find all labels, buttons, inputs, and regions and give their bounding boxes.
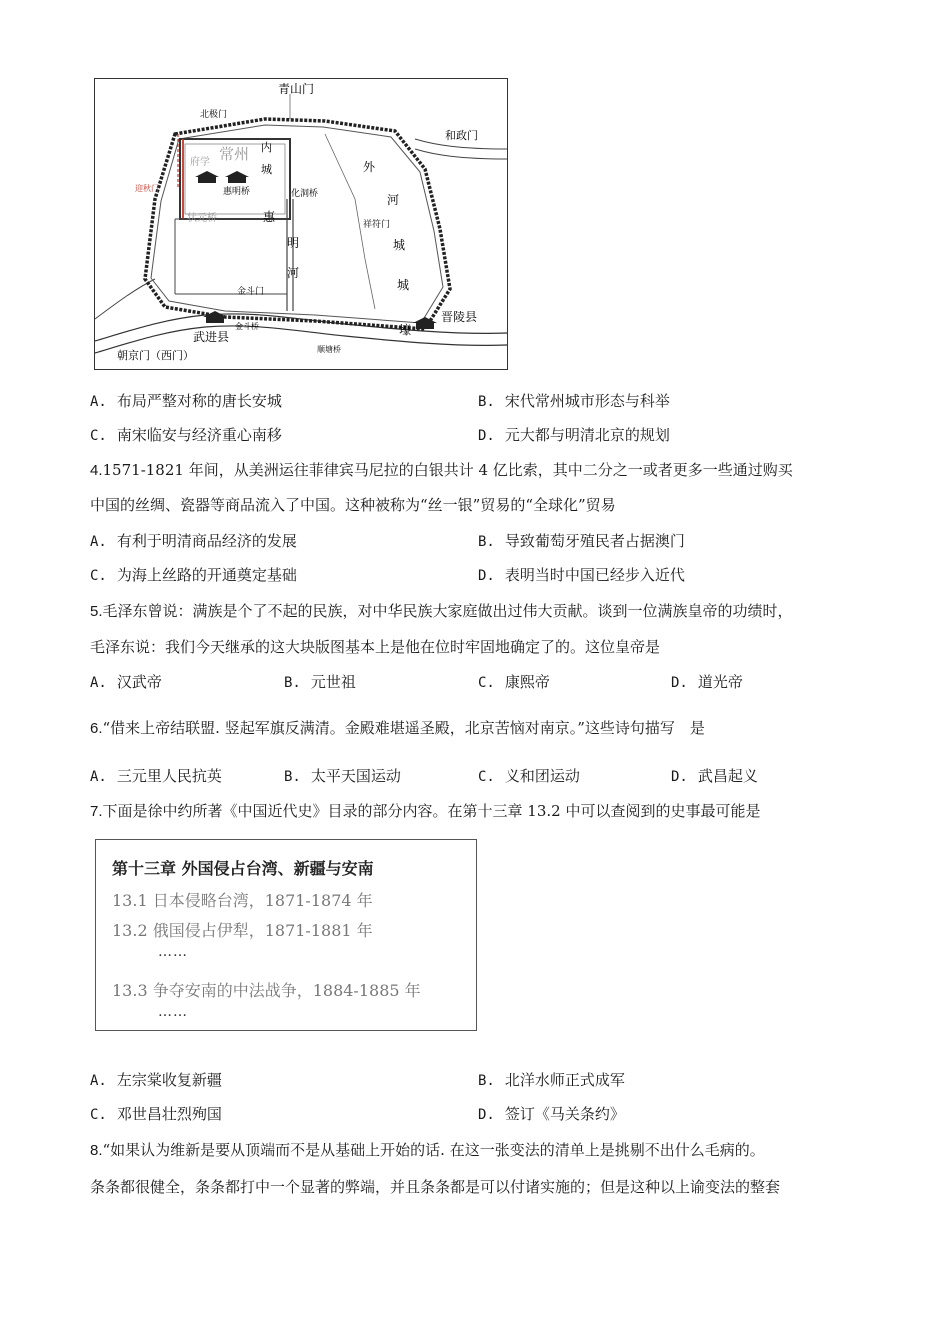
label-huiming-bridge: 惠明桥 (223, 187, 251, 197)
q6-option-a (90, 766, 222, 787)
option-label: C. (90, 428, 107, 444)
question-text: “借来上帝结联盟. 竖起军旗反满清。金殿难堪遥圣殿，北京苦恼对南京。”这些诗句描写 是 (102, 719, 705, 737)
building-symbol-jinling (413, 317, 437, 329)
option-label: A. (90, 534, 107, 550)
option-label: D. (671, 675, 688, 691)
building-symbol-fuxue (195, 171, 219, 183)
label-nei: 内 (261, 141, 272, 154)
option-label: B. (284, 769, 301, 785)
question-number: 4. (90, 462, 103, 479)
label-shuntang-bridge: 顺塘桥 (317, 345, 341, 354)
q8-stem-line-1 (90, 1140, 765, 1161)
question-number: 7. (90, 803, 103, 820)
q7-option-b (478, 1070, 625, 1091)
label-chihe: 河 (387, 193, 400, 207)
q5-option-b (284, 672, 356, 693)
option-label: D. (478, 1107, 495, 1123)
q5-option-d (671, 672, 743, 693)
q7-option-a (90, 1070, 222, 1091)
option-label: C. (90, 568, 107, 584)
option-label: A. (90, 769, 107, 785)
label-ming: 明 (287, 236, 300, 250)
q7-option-d (478, 1104, 625, 1125)
river-east-bottom (415, 149, 507, 159)
option-label: B. (478, 1073, 495, 1089)
label-jinling-county: 晋陵县 (441, 310, 478, 324)
option-text: 有利于明清商品经济的发展 (116, 532, 297, 550)
q3-option-b (478, 391, 670, 412)
q3-option-a (90, 391, 282, 412)
q3-option-d (478, 425, 670, 446)
q4-stem-line-2: 中国的丝绸、瓷器等商品流入了中国。这种被称为“丝一银”贸易的“全球化”贸易 (90, 496, 616, 514)
q4-option-a (90, 531, 297, 552)
label-cheng-outer-2: 城 (397, 278, 410, 292)
building-symbol-prefecture (225, 171, 249, 183)
question-number: 8. (90, 1142, 103, 1159)
q7-option-c (90, 1104, 222, 1125)
option-label: D. (478, 568, 495, 584)
q4-option-d (478, 565, 685, 586)
table-of-contents-excerpt (95, 839, 477, 1031)
q8-stem-line-2: 条条都很健全，条条都打中一个显著的弊端，并且条条都是可以付诸实施的；但是这种以上谕变法的整套 (90, 1178, 781, 1196)
question-text: 毛泽东曾说：满族是个了不起的民族，对中华民族大家庭做出过伟大贡献。谈到一位满族皇帝的功绩时， (102, 602, 793, 620)
q6-option-c (478, 766, 580, 787)
toc-ellipsis-2: …… (158, 1004, 188, 1020)
label-he: 河 (287, 266, 300, 280)
outer-city-wall (145, 119, 450, 329)
q5-option-a (90, 672, 162, 693)
toc-item-13-1: 13.1 日本侵略台湾，1871-1874 年 (112, 891, 373, 910)
option-text: 北洋水师正式成军 (504, 1071, 625, 1089)
option-label: B. (478, 534, 495, 550)
q5-option-c (478, 672, 550, 693)
option-label: C. (90, 1107, 107, 1123)
question-number: 5. (90, 603, 103, 620)
q5-stem-line-2: 毛泽东说：我们今天继承的这大块版图基本上是他在位时牢固地确定了的。这位皇帝是 (90, 638, 661, 656)
label-cheng-outer: 城 (393, 238, 406, 252)
option-text: 邓世昌壮烈殉国 (116, 1105, 222, 1123)
q6-option-d (671, 766, 758, 787)
question-text: 下面是徐中约所著《中国近代史》目录的部分内容。在第十三章 13.2 中可以查阅到的史事最可能是 (102, 802, 761, 820)
q4-option-c (90, 565, 297, 586)
label-qingshan-gate: 青山门 (278, 82, 315, 96)
toc-item-13-3: 13.3 争夺安南的中法战争，1884-1885 年 (112, 981, 421, 1000)
option-text: 表明当时中国已经步入近代 (504, 566, 685, 584)
label-zhuangyuan-bridge: 状元桥 (187, 213, 217, 224)
toc-ellipsis-1: …… (158, 944, 188, 960)
option-label: C. (478, 675, 495, 691)
option-label: C. (478, 769, 495, 785)
q4-option-b (478, 531, 685, 552)
question-number: 6. (90, 720, 103, 737)
label-chaojing-gate: 朝京门（西门） (117, 349, 194, 362)
option-label: D. (671, 769, 688, 785)
option-text: 元大都与明清北京的规划 (504, 426, 670, 444)
option-text: 元世祖 (310, 673, 356, 691)
label-hui: 惠 (263, 210, 276, 224)
label-jindou-bridge: 金斗桥 (235, 322, 259, 331)
option-text: 宋代常州城市形态与科举 (504, 392, 670, 410)
option-label: B. (478, 394, 495, 410)
option-text: 道光帝 (697, 673, 743, 691)
label-fuxue: 府学 (190, 157, 210, 168)
option-text: 左宗棠收复新疆 (116, 1071, 222, 1089)
q5-stem-line-1 (90, 601, 793, 622)
toc-item-13-2: 13.2 俄国侵占伊犁，1871-1881 年 (112, 921, 373, 940)
map-drawing (95, 79, 507, 369)
label-huadong-bridge: 化洞桥 (291, 189, 319, 199)
changzhou-city-map (94, 78, 508, 370)
label-cheng-inner: 城 (261, 163, 272, 176)
q7-stem-line-1 (90, 801, 760, 822)
river-west (95, 279, 155, 319)
option-text: 汉武帝 (116, 673, 162, 691)
label-xiangfu-gate: 祥符门 (363, 220, 391, 230)
q3-option-c (90, 425, 282, 446)
label-wai: 外 (363, 160, 376, 174)
option-label: D. (478, 428, 495, 444)
label-beiji-gate: 北极门 (200, 110, 228, 120)
option-text: 三元里人民抗英 (116, 767, 222, 785)
outer-moat (151, 125, 443, 323)
option-text: 为海上丝路的开通奠定基础 (116, 566, 297, 584)
q6-option-b (284, 766, 401, 787)
option-text: 太平天国运动 (310, 767, 401, 785)
option-text: 布局严整对称的唐长安城 (116, 392, 282, 410)
label-changzhou: 常州 (219, 145, 250, 163)
q4-stem-line-1 (90, 460, 793, 481)
label-heizheng-gate: 和政门 (445, 129, 478, 142)
option-text: 签订《马关条约》 (504, 1105, 625, 1123)
label-hao: 壕 (399, 323, 412, 337)
label-wujin-county: 武进县 (193, 330, 230, 344)
option-text: 义和团运动 (504, 767, 580, 785)
toc-chapter-heading: 第十三章 外国侵占台湾、新疆与安南 (112, 859, 374, 878)
option-text: 康熙帝 (504, 673, 550, 691)
option-label: A. (90, 675, 107, 691)
label-yingqiu-gate: 迎秋门 (135, 184, 159, 193)
option-text: 导致葡萄牙殖民者占据澳门 (504, 532, 685, 550)
option-text: 武昌起义 (697, 767, 758, 785)
label-jindou-gate: 金斗门 (237, 287, 265, 297)
option-label: A. (90, 394, 107, 410)
option-label: B. (284, 675, 301, 691)
question-text: 1571-1821 年间，从美洲运往菲律宾马尼拉的白银共计 4 亿比索，其中二分之一或者更多一些通过购买 (102, 461, 793, 479)
question-text: “如果认为维新是要从顶端而不是从基础上开始的话. 在这一张变法的清单上是挑剔不出什么毛病的。 (102, 1141, 765, 1159)
option-text: 南宋临安与经济重心南移 (116, 426, 282, 444)
option-label: A. (90, 1073, 107, 1089)
q6-stem-line-1 (90, 718, 705, 739)
